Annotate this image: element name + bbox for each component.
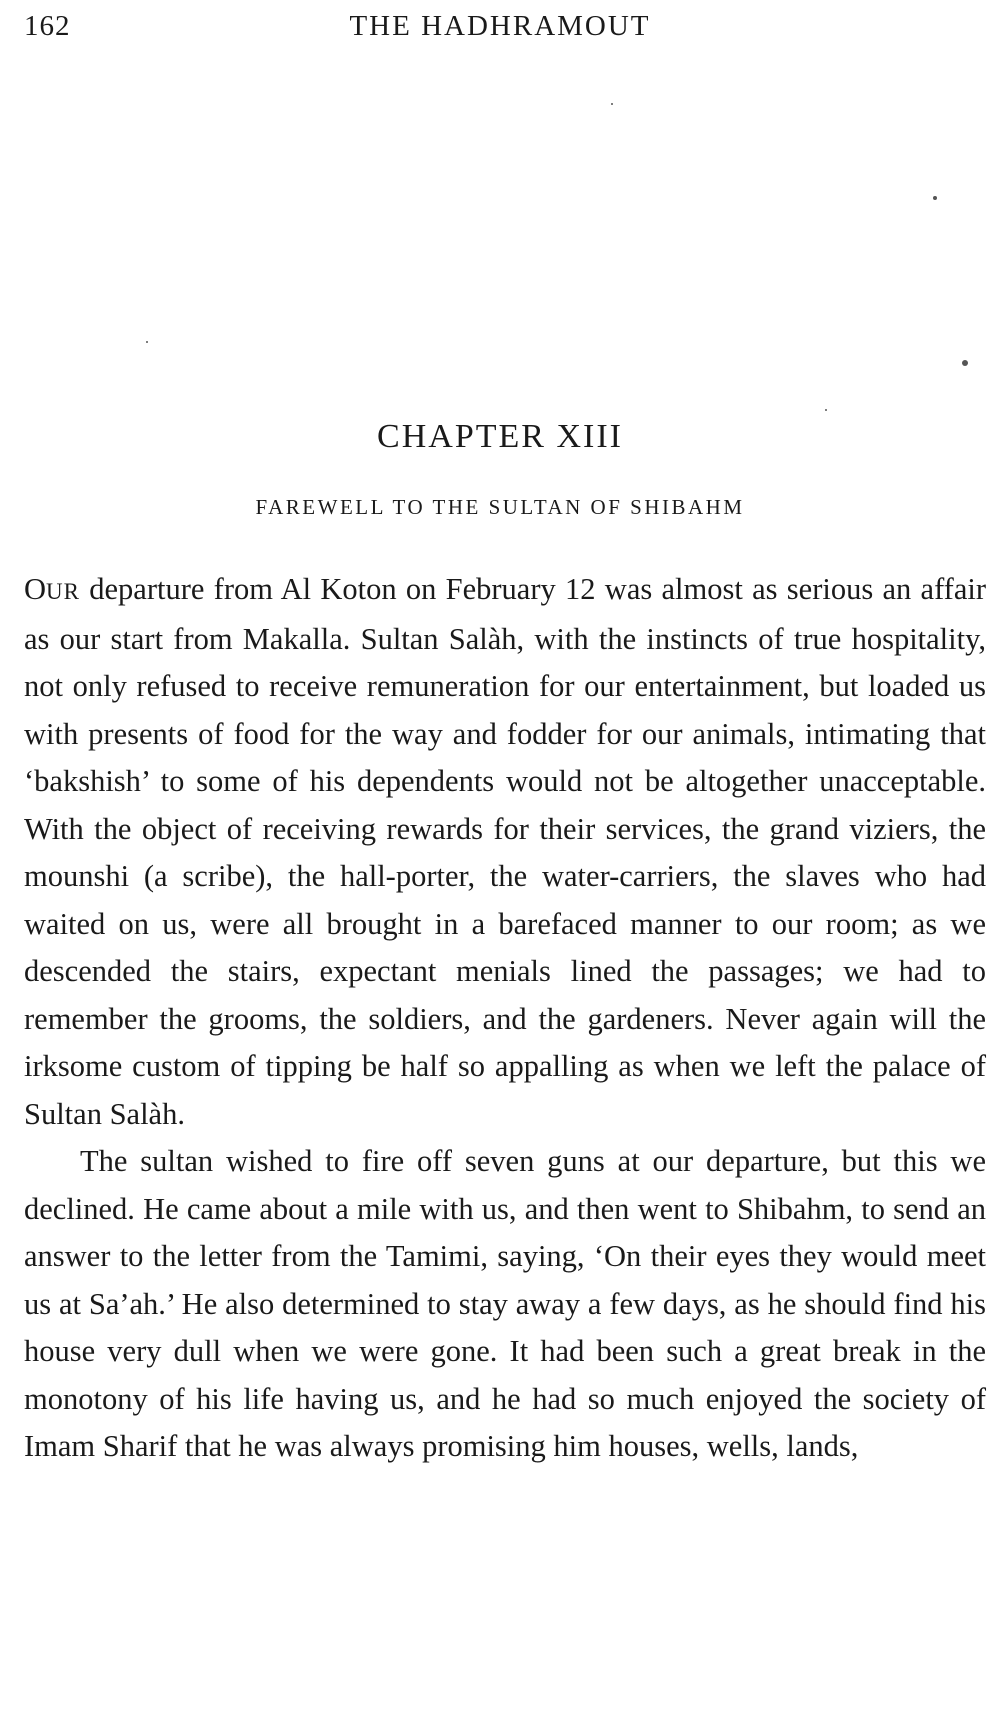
scan-speck [146, 341, 148, 343]
page-number: 162 [24, 10, 71, 42]
running-title: THE HADHRAMOUT [349, 10, 651, 42]
paragraph-1-text: departure from Al Koton on February 12 was almost as serious an affair as our start from Makalla. Sultan Salàh, with the instincts of true hospitality, not only refused to receive remuneration for our entertainment, but loaded us with presents of food for the way and fodder for our animals, intimating that ‘bakshish’ to some of his dependents would not be altogether unacceptable. With the object of receiving rewards for their services, the grand viziers, the mounshi (a scribe), the hall-porter, the water-carriers, the slaves who had waited on us, were all brought in a barefaced manner to our room; as we descended the stairs, expectant menials lined the passages; we had to remember the grooms, the soldiers, and the gardeners. Never again will the irksome custom of tipping be half so appalling as when we left the palace of Sultan Salàh. [24, 572, 986, 1131]
running-head [24, 10, 976, 50]
chapter-title: CHAPTER XIII [377, 418, 623, 455]
opening-letter: O [24, 572, 47, 606]
body-text [24, 566, 986, 1471]
scan-speck [825, 409, 827, 411]
paragraph-1 [24, 566, 986, 1138]
opening-word-rest: UR [46, 579, 80, 604]
chapter-subtitle: FAREWELL TO THE SULTAN OF SHIBAHM [255, 495, 745, 519]
paragraph-2: The sultan wished to fire off seven guns at our departure, but this we declined. He came about a mile with us, and then went to Shibahm, to send an answer to the letter from the Tamimi, saying, ‘On their eyes they would meet us at Sa’ah.’ He also determined to stay away a few days, as he should find his house very dull when we were gone. It had been such a great break in the monotony of his life having us, and he had so much enjoyed the society of Imam Sharif that he was always promising him houses, wells, lands, [24, 1144, 986, 1463]
scan-speck [962, 360, 968, 366]
scan-speck [933, 196, 937, 200]
scan-speck [611, 103, 613, 105]
